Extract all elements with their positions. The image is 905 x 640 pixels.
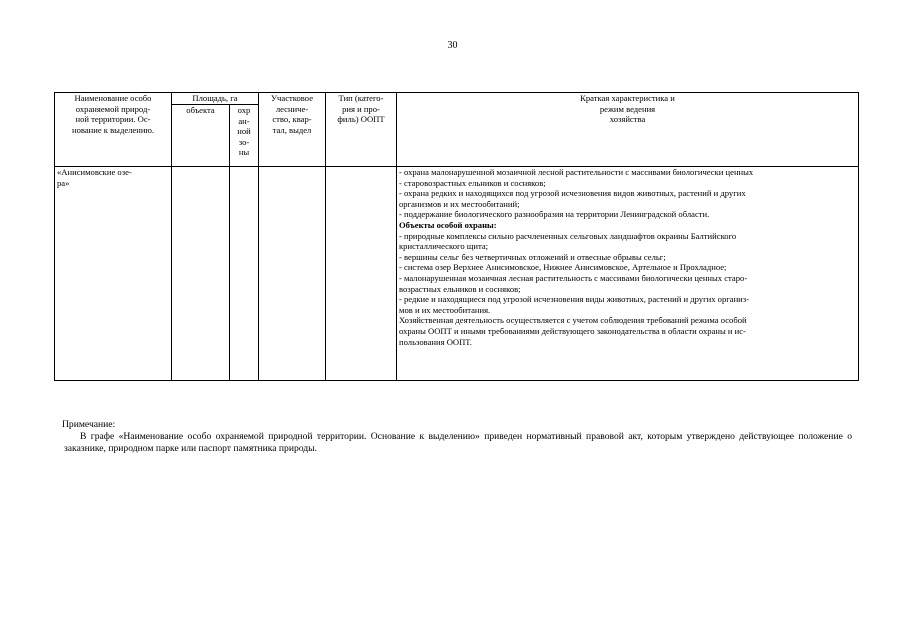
table-header-row: [55, 93, 859, 167]
note-title: Примечание:: [62, 419, 116, 430]
row-name-area-cell: [55, 167, 172, 381]
note-section: [62, 419, 852, 455]
row-forestry: [259, 167, 326, 381]
header-area: [172, 93, 259, 167]
header-description: Краткая характеристика и режим ведения хозяйства: [397, 93, 859, 167]
row-name: «Анисимовские озе- ра»: [57, 167, 132, 188]
table-row: [55, 167, 859, 381]
note-text: В графе «Наименование особо охраняемой природной территории. Основание к выделению» приведен нормативный правовой акт, которым утверждено действующее положение о заказнике, природном парке или паспорт памятника природы.: [64, 431, 852, 454]
header-type: Тип (катего- рия и про- филь) ООПТ: [326, 93, 397, 167]
row-description: - охрана малонарушенной мозаичной лесной растительности с массивами биологически ценных - старовозрастных ельников и сосняков; - охрана редких и находящихся под угрозой исчезновения видов животных, растений и других организмов и их местообитаний; - поддержание биологического разнообразия на территории Ленинградской области. Объекты особой охраны: - природные комплексы сильно расчлененных сельговых ландшафтов окраины Балтийского кристаллического щита; - вершины сельг без четвертичных отложений и отвесные обрывы сельг; - система озер Верхнее Анисимовское, Нижнее Анисимовское, Артельное и Прохладное; - малонарушенная мозаичная лесная растительность с массивами биологически ценных старо- возрастных ельников и сосняков; - редкие и находящиеся под угрозой исчезновения виды животных, растений и других организ- мов и их местообитания. Хозяйственная деятельность осуществляется с учетом соблюдения требований режима особой охраны ООПТ и иными требованиями действующего законодательства в области охраны и ис- пользования ООПТ.: [397, 167, 859, 381]
row-area-cell: [172, 167, 259, 381]
header-area-object: объекта: [172, 105, 230, 166]
protected-areas-table: [54, 92, 859, 381]
row-area-zone: [230, 167, 258, 380]
objects-heading: Объекты особой охраны:: [399, 219, 497, 230]
row-type: [326, 167, 397, 381]
header-forestry: Участковое лесниче- ство, квар- тал, выдел: [259, 93, 326, 167]
page-number: 30: [447, 40, 458, 51]
header-area-zone: охр ан- ной зо- ны: [237, 105, 251, 158]
header-name: Наименование особо охраняемой природ- ной территории. Ос- нование к выделению.: [55, 93, 172, 167]
header-area-title: Площадь, га: [172, 93, 258, 105]
row-area-object: [172, 167, 230, 380]
